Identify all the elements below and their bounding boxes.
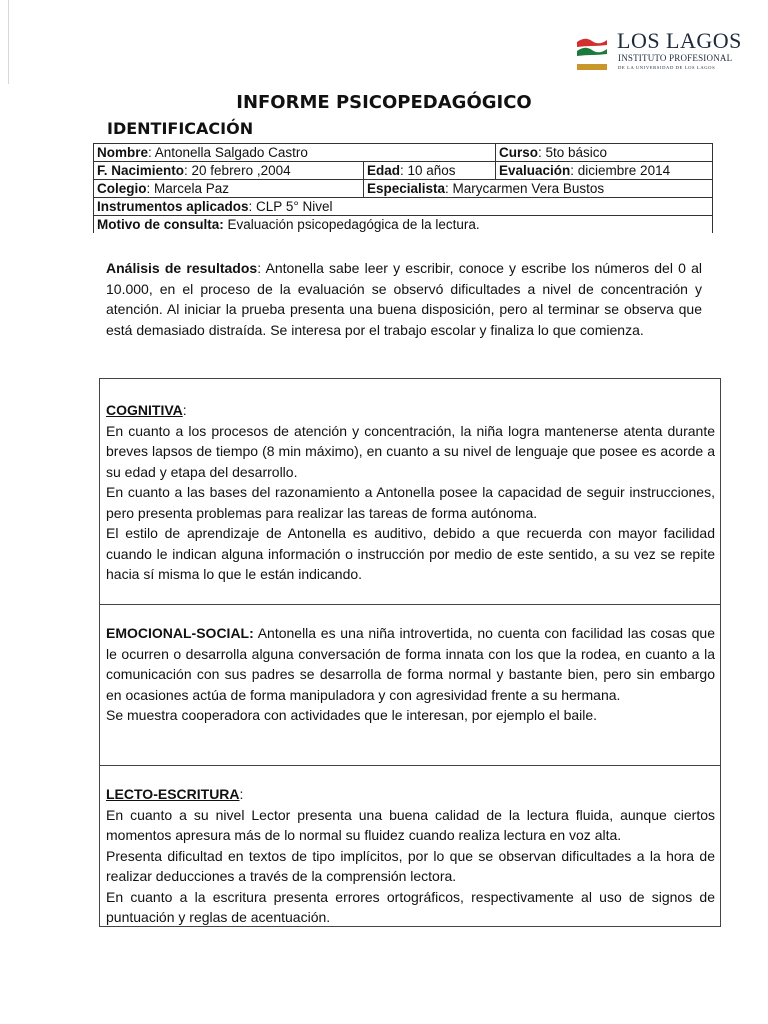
- field-label: F. Nacimiento: [97, 162, 185, 178]
- section-label: EMOCIONAL-SOCIAL:: [106, 625, 254, 641]
- field-value: : 20 febrero ,2004: [184, 162, 291, 178]
- section-label: LECTO-ESCRITURA: [106, 786, 240, 802]
- page-corner-line: [8, 0, 9, 84]
- section-label-suffix: :: [182, 402, 187, 418]
- table-cell: [94, 216, 713, 234]
- paragraph: Presenta dificultad en textos de tipo implícitos, por lo que se observan dificultades a la hora de realizar deducciones a través de la comprensión lectora.: [106, 847, 715, 884]
- section-label: COGNITIVA: [106, 402, 183, 418]
- paragraph-text: Antonella es una niña introvertida, no cuenta con facilidad las cosas que le ocurren o desarrolla alguna conversación de forma innata con los que la rodea, en cuanto a la comunicación con sus padres se desarrolla de forma normal y bastante bien, pero sin embargo en ocasiones actúa de forma manipuladora y con agresividad frente a su hermana.: [106, 625, 715, 703]
- table-cell: [496, 144, 713, 162]
- paragraph: Se muestra cooperadora con actividades que le interesan, por ejemplo el baile.: [106, 707, 598, 723]
- section-header: [106, 400, 715, 421]
- cognitive-section: [99, 378, 721, 605]
- table-cell: [94, 198, 713, 216]
- section-header: [106, 784, 715, 805]
- paragraph: En cuanto a la escritura presenta errores ortográficos, respectivamente al uso de signos de puntuación y reglas de acentuación.: [106, 888, 715, 925]
- table-row: [94, 180, 713, 198]
- field-value: : Marycarmen Vera Bustos: [445, 180, 605, 196]
- table-cell: [496, 162, 713, 180]
- analysis-text: : Antonella sabe leer y escribir, conoce y escribe los números del 0 al 10.000, en el proceso de la evaluación se observó dificultades a nivel de concentración y atención. Al iniciar la prueba presenta una buena disposición, pero al terminar se observa que está demasiado distraída. Se interesa por el trabajo escolar y finaliza lo que comienza.: [106, 260, 702, 338]
- field-value: : Antonella Salgado Castro: [148, 144, 308, 160]
- table-cell: [94, 144, 496, 162]
- field-label: Especialista: [367, 180, 446, 196]
- analysis-paragraph: [106, 258, 702, 340]
- field-value: : CLP 5° Nivel: [248, 198, 333, 214]
- section-heading: IDENTIFICACIÓN: [107, 119, 254, 138]
- table-cell: [364, 162, 496, 180]
- table-row: [94, 144, 713, 162]
- field-value: : 5to básico: [538, 144, 608, 160]
- section-label-suffix: :: [239, 786, 244, 802]
- table-row: [94, 198, 713, 216]
- field-label: Curso: [499, 144, 539, 160]
- paragraph: En cuanto a los procesos de atención y concentración, la niña logra mantenerse atenta durante breves lapsos de tiempo (8 min máximo), en cuanto a su nivel de lenguaje que posee es acorde a su edad y etapa del desarrollo.: [106, 422, 715, 480]
- field-value: Evaluación psicopedagógica de la lectura.: [223, 216, 480, 232]
- emotional-social-section: [99, 604, 721, 766]
- logo-subtitle-small: DE LA UNIVERSIDAD DE LOS LAGOS: [618, 65, 716, 70]
- logo-title: LOS LAGOS: [617, 28, 742, 53]
- field-value: : diciembre 2014: [570, 162, 671, 178]
- field-value: : 10 años: [400, 162, 456, 178]
- field-label: Colegio: [97, 180, 147, 196]
- field-label: Instrumentos aplicados: [97, 198, 249, 214]
- field-label: Nombre: [97, 144, 149, 160]
- table-cell: [94, 162, 364, 180]
- logo-subtitle: INSTITUTO PROFESIONAL: [618, 53, 733, 63]
- reading-writing-section: [99, 765, 721, 927]
- table-row: [94, 216, 713, 234]
- field-label: Evaluación: [499, 162, 571, 178]
- paragraph: En cuanto a su nivel Lector presenta una buena calidad de la lectura fluida, aunque ciertos momentos apresura más de lo normal su fluidez cuando realiza lectura en voz alta.: [106, 806, 715, 843]
- identification-table: [93, 143, 713, 233]
- paragraph: En cuanto a las bases del razonamiento a Antonella posee la capacidad de seguir instrucciones, pero presenta problemas para realizar las tareas de forma autónoma.: [106, 484, 715, 521]
- field-value: : Marcela Paz: [146, 180, 230, 196]
- field-label: Edad: [367, 162, 401, 178]
- table-row: [94, 162, 713, 180]
- institution-logo: [577, 28, 742, 76]
- paragraph: [106, 623, 715, 705]
- paragraph: El estilo de aprendizaje de Antonella es auditivo, debido a que recuerda con mayor facilidad cuando le indican alguna información o instrucción por medio de este sentido, a su vez se repite hacia sí misma lo que le están indicando.: [106, 525, 715, 582]
- table-cell: [94, 180, 364, 198]
- flag-icon: [577, 34, 607, 72]
- analysis-label: Análisis de resultados: [106, 260, 258, 276]
- document-title: INFORME PSICOPEDAGÓGICO: [236, 92, 532, 113]
- field-label: Motivo de consulta:: [97, 216, 224, 232]
- table-cell: [364, 180, 713, 198]
